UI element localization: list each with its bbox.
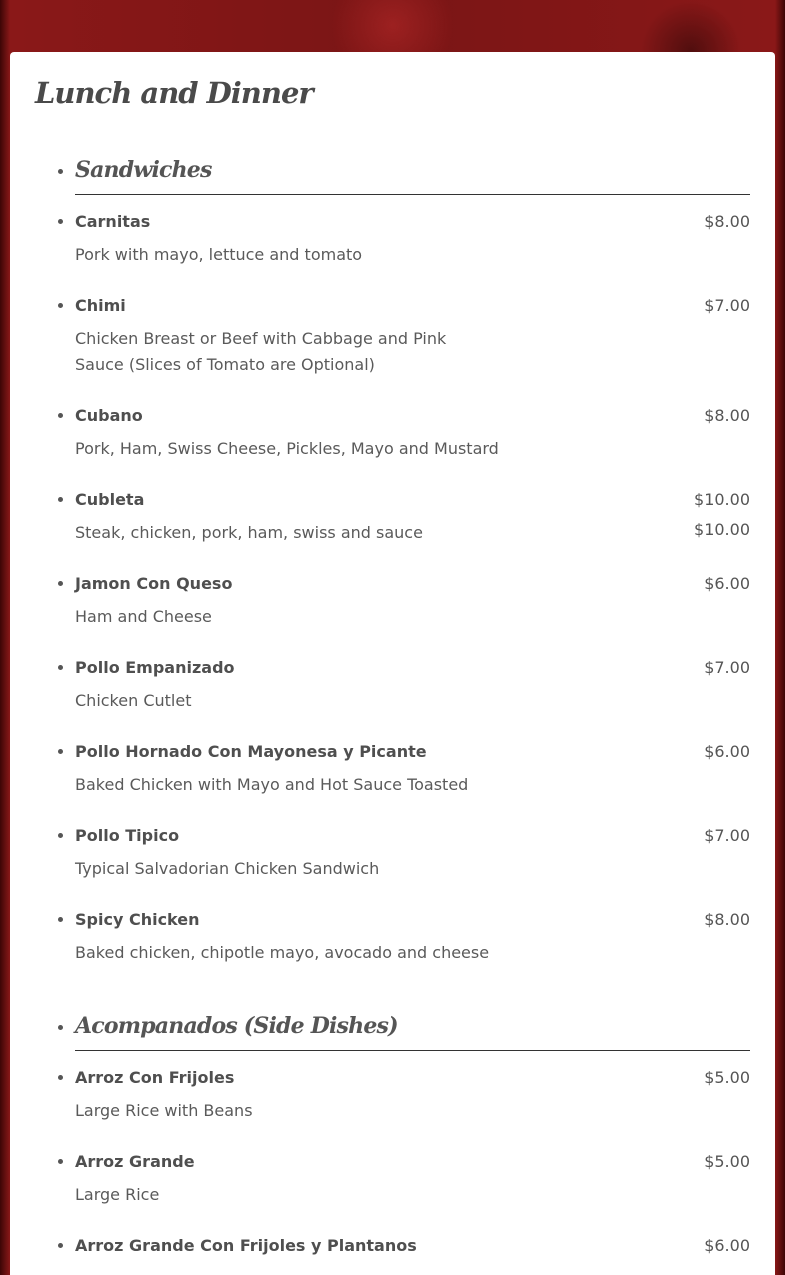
item-description: Steak, chicken, pork, ham, swiss and sauce (75, 523, 423, 542)
section-heading-side-dishes (75, 1008, 750, 1051)
item-price: $8.00 (704, 406, 750, 425)
item-price: $6.00 (704, 574, 750, 593)
menu-item (75, 1066, 750, 1150)
item-price: $7.00 (704, 826, 750, 845)
item-description: Pork, Ham, Swiss Cheese, Pickles, Mayo and Mustard (75, 439, 499, 458)
item-description: Large Rice (75, 1185, 160, 1204)
item-name: • Cubleta (75, 490, 145, 509)
item-name: • Arroz Grande Con Frijoles y Plantanos (75, 1236, 417, 1255)
item-name: • Cubano (75, 406, 143, 425)
item-price: $6.00 (704, 1236, 750, 1255)
menu-item (75, 488, 750, 572)
item-description: Ham and Cheese (75, 607, 212, 626)
item-name: • Carnitas (75, 212, 151, 231)
item-description: Baked chicken, chipotle mayo, avocado and cheese (75, 943, 490, 962)
menu-item (75, 1150, 750, 1234)
menu-item (75, 824, 750, 908)
item-description: Baked Chicken with Mayo and Hot Sauce Toasted (75, 775, 469, 794)
item-description: Chicken Breast or Beef with Cabbage and Pink Sauce (Slices of Tomato are Optional) (75, 329, 447, 374)
menu-item (75, 1234, 750, 1274)
item-price: $7.00 (704, 296, 750, 315)
menu-item (75, 294, 750, 404)
menu-item (75, 740, 750, 824)
item-name: • Jamon Con Queso (75, 574, 233, 593)
item-description: Chicken Cutlet (75, 691, 192, 710)
item-name: • Chimi (75, 296, 126, 315)
menu-item (75, 404, 750, 488)
item-price: $5.00 (704, 1152, 750, 1171)
item-description: Typical Salvadorian Chicken Sandwich (75, 859, 380, 878)
item-price: $6.00 (704, 742, 750, 761)
menu-item (75, 572, 750, 656)
item-price: $8.00 (704, 212, 750, 231)
item-name: • Arroz Grande (75, 1152, 195, 1171)
item-name: • Arroz Con Frijoles (75, 1068, 235, 1087)
menu-card (10, 52, 775, 1275)
item-price: $7.00 (704, 658, 750, 677)
item-description: Large Rice with Beans (75, 1101, 253, 1120)
menu-item (75, 656, 750, 740)
page-title: Lunch and Dinner (35, 76, 313, 110)
item-name: • Spicy Chicken (75, 910, 200, 929)
item-price-secondary: $10.00 (694, 520, 750, 539)
section-title: • Acompanados (Side Dishes) (75, 1008, 750, 1051)
item-name: • Pollo Hornado Con Mayonesa y Picante (75, 742, 427, 761)
section-title: • Sandwiches (75, 152, 750, 195)
section-heading-sandwiches (75, 152, 750, 195)
menu-item (75, 210, 750, 294)
item-price: $8.00 (704, 910, 750, 929)
item-price: $5.00 (704, 1068, 750, 1087)
menu-list (75, 152, 750, 1274)
item-name: • Pollo Tipico (75, 826, 180, 845)
item-price: $10.00 (694, 490, 750, 509)
menu-item (75, 908, 750, 1008)
item-name: • Pollo Empanizado (75, 658, 235, 677)
item-description: Pork with mayo, lettuce and tomato (75, 245, 363, 264)
